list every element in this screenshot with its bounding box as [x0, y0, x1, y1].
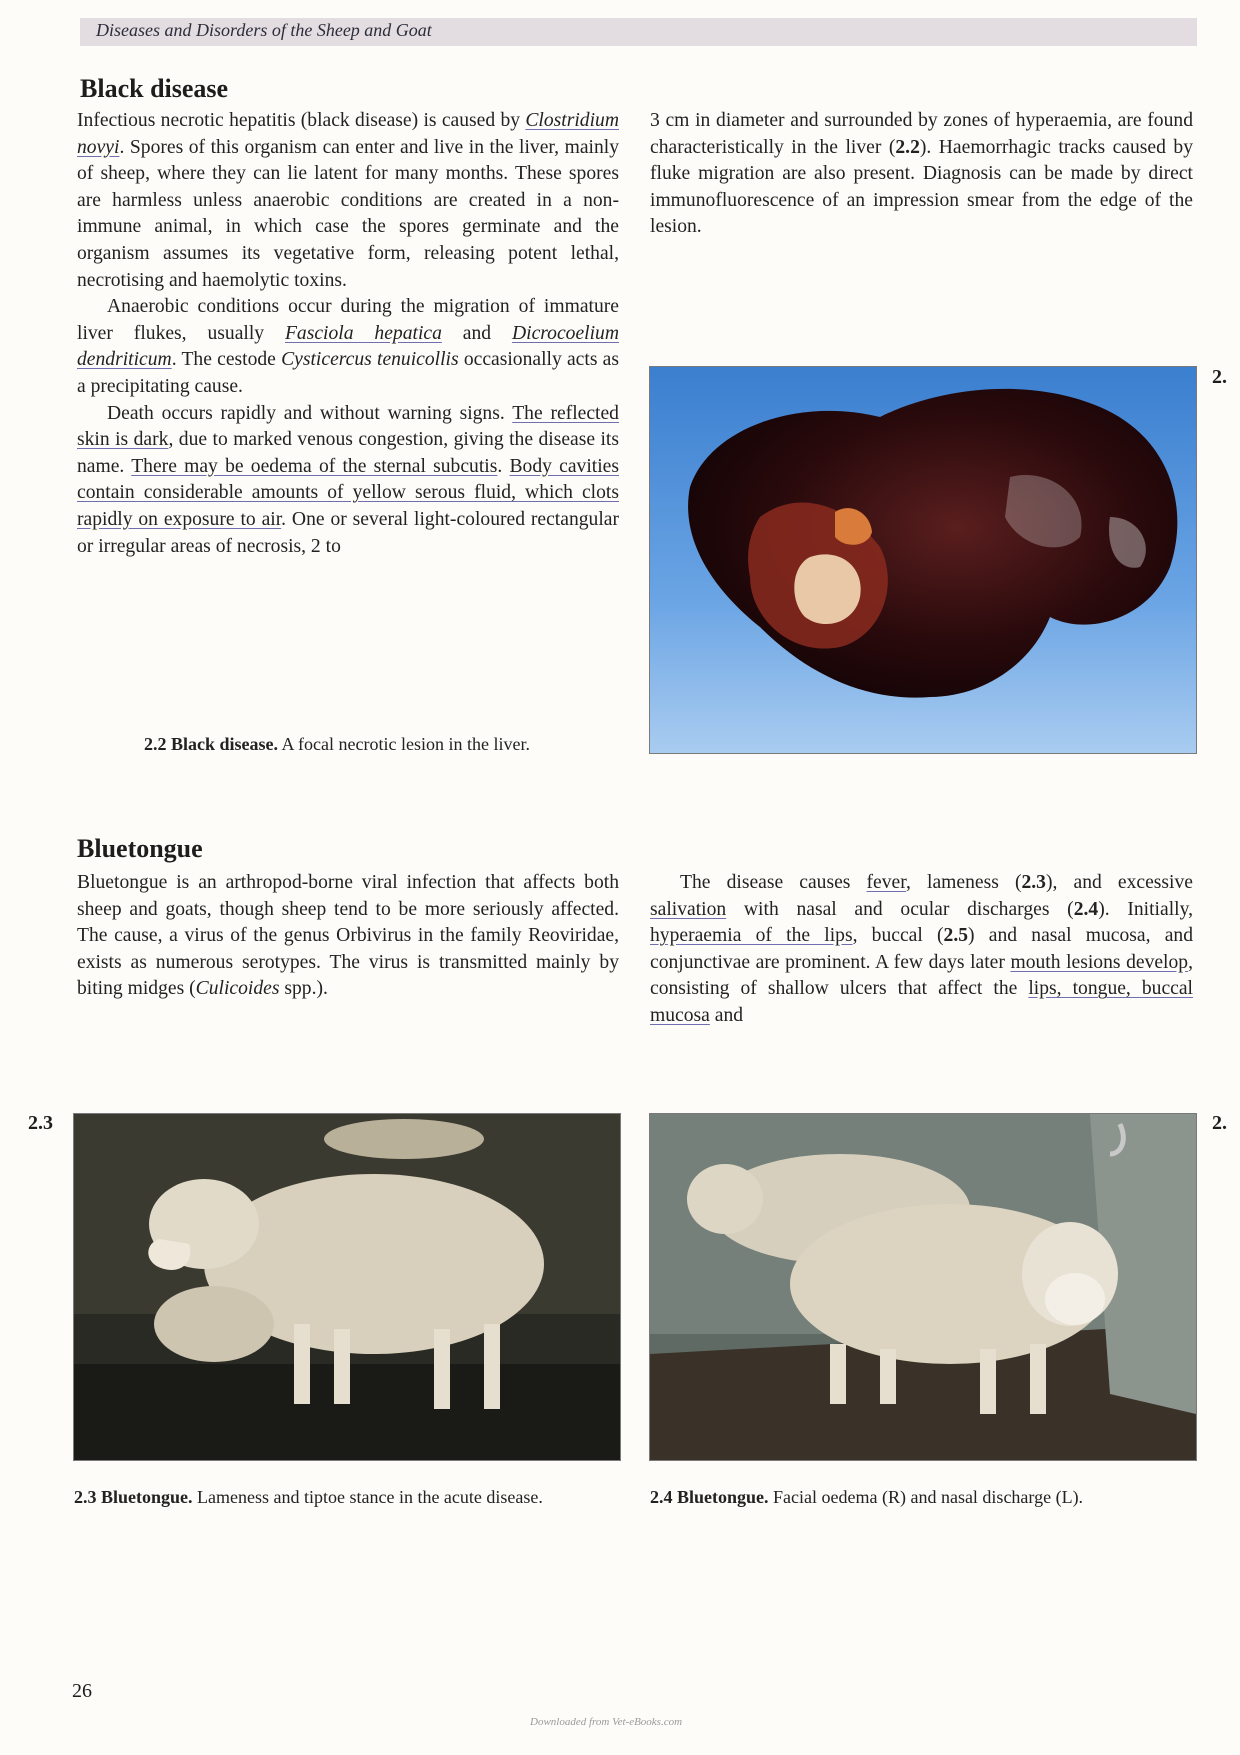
caption-text: Facial oedema (R) and nasal discharge (L). — [768, 1487, 1084, 1507]
organism-name: Clostridium novyi — [77, 110, 619, 158]
text-run: , lameness ( — [906, 872, 1022, 893]
paragraph — [77, 108, 619, 294]
running-header-title: Diseases and Disorders of the Sheep and Goat — [96, 20, 432, 40]
organism-name: Fasciola hepatica — [284, 322, 442, 344]
text-run: Anaerobic conditions occur during the migration of immature liver flukes, usually — [77, 296, 619, 344]
sheep-lameness-illustration — [74, 1114, 620, 1460]
figure-reference: 2.2 — [895, 136, 920, 158]
text-run: ). Initially, — [1098, 898, 1194, 920]
text-run: . — [497, 455, 510, 477]
underlined-text: The reflected skin is dark — [77, 402, 619, 451]
text-run: . The cestode — [171, 349, 282, 371]
organism-name: Dicrocoelium dendriticum — [77, 322, 619, 371]
figure-2-2-liver-photo — [649, 366, 1197, 754]
caption-title: Bluetongue. — [677, 1487, 769, 1507]
paragraph — [77, 401, 619, 561]
watermark: Downloaded from Vet-eBooks.com — [530, 1716, 683, 1728]
text-run: , buccal ( — [852, 925, 944, 947]
figure-reference: 2.3 — [1021, 872, 1046, 893]
paragraph — [650, 870, 1193, 1030]
figure-tag-2-2: 2. — [1212, 366, 1227, 388]
organism-name: Cysticercus tenuicollis — [281, 349, 459, 371]
text-run: Death occurs rapidly and without warning signs. — [107, 402, 513, 424]
figure-tag-2-4: 2. — [1212, 1112, 1227, 1134]
text-run: with nasal and ocular discharges ( — [726, 898, 1074, 920]
underlined-text: hyperaemia of the lips — [650, 925, 853, 947]
underlined-text: There may be oedema of the sternal subcutis — [131, 455, 498, 477]
caption-text: Lameness and tiptoe stance in the acute disease. — [192, 1487, 543, 1507]
text-run: The disease causes — [680, 872, 867, 893]
caption-number: 2.2 — [144, 734, 167, 754]
sheep-facial-oedema-illustration — [650, 1114, 1196, 1460]
figure-2-3-sheep-photo — [73, 1113, 621, 1461]
text-run: Bluetongue is an arthropod-borne viral infection that affects both sheep and goats, though sheep tend to be more seriously affected. The cause, a virus of the genus Orbivirus in the family Reoviridae, exists as numerous serotypes. The virus is transmitted mainly by biting midges ( — [77, 872, 619, 1000]
running-header — [80, 18, 1197, 46]
text-run: Infectious necrotic hepatitis (black disease) is caused by — [77, 110, 526, 131]
text-run: occasionally acts as a precipitating cause. — [77, 349, 619, 397]
figure-reference: 2.4 — [1073, 898, 1099, 920]
caption-number: 2.3 — [74, 1487, 97, 1507]
underlined-text: mouth lesions develop — [1010, 951, 1189, 973]
underlined-text: fever — [866, 872, 906, 893]
organism-name: Culicoides — [195, 978, 280, 1000]
caption-figure-2-4 — [650, 1487, 1083, 1508]
text-run: ) and nasal mucosa, and conjunctivae are prominent. A few days later — [650, 925, 1193, 973]
text-run: and — [709, 1004, 744, 1026]
section-heading-black-disease: Black disease — [80, 74, 229, 103]
black-disease-column-left — [77, 108, 619, 560]
text-run: 3 cm in diameter and surrounded by zones of hyperaemia, are found characteristically in the liver ( — [650, 110, 1193, 158]
liver-illustration — [650, 367, 1196, 753]
text-run: . Spores of this organism can enter and live in the liver, mainly of sheep, where they can lie latent for many months. These spores are harmless unless anaerobic conditions are created in a non-immune animal, in which case the spores germinate and the organism assumes its vegetative form, releasing potent lethal, necrotising and haemolytic toxins. — [77, 136, 619, 291]
text-run: ). Haemorrhagic tracks caused by fluke migration are also present. Diagnosis can be made by direct immunofluorescence of an impression smear from the edge of the lesion. — [650, 136, 1193, 238]
figure-reference: 2.5 — [943, 925, 969, 947]
underlined-text: Body cavities contain considerable amounts of yellow serous fluid, which clots rapidly on exposure to air — [77, 455, 619, 530]
paragraph — [77, 870, 619, 1003]
text-run: . One or several light-coloured rectangular or irregular areas of necrosis, 2 to — [77, 508, 619, 557]
bluetongue-column-left — [77, 870, 619, 1003]
page-number: 26 — [72, 1680, 92, 1702]
black-disease-column-right — [650, 108, 1193, 241]
caption-title: Bluetongue. — [101, 1487, 193, 1507]
text-run: and — [441, 322, 512, 344]
caption-text: A focal necrotic lesion in the liver. — [278, 734, 530, 754]
figure-2-4-sheep-photo — [649, 1113, 1197, 1461]
section-heading-bluetongue: Bluetongue — [77, 834, 203, 863]
text-run: , consisting of shallow ulcers that affect the — [650, 951, 1194, 1000]
text-run: ), and excessive — [1045, 872, 1193, 893]
underlined-text: salivation — [650, 898, 727, 920]
caption-number: 2.4 — [650, 1487, 673, 1507]
paragraph — [77, 294, 619, 400]
caption-figure-2-3 — [74, 1487, 543, 1508]
bluetongue-column-right — [650, 870, 1193, 1030]
underlined-text: lips, tongue, buccal mucosa — [650, 978, 1193, 1026]
caption-title: Black disease. — [171, 734, 279, 754]
text-run: , due to marked venous congestion, giving the disease its name. — [77, 429, 620, 477]
text-run: spp.). — [279, 978, 328, 1000]
figure-tag-2-3: 2.3 — [28, 1112, 53, 1134]
paragraph — [650, 108, 1193, 241]
caption-figure-2-2 — [144, 734, 530, 755]
